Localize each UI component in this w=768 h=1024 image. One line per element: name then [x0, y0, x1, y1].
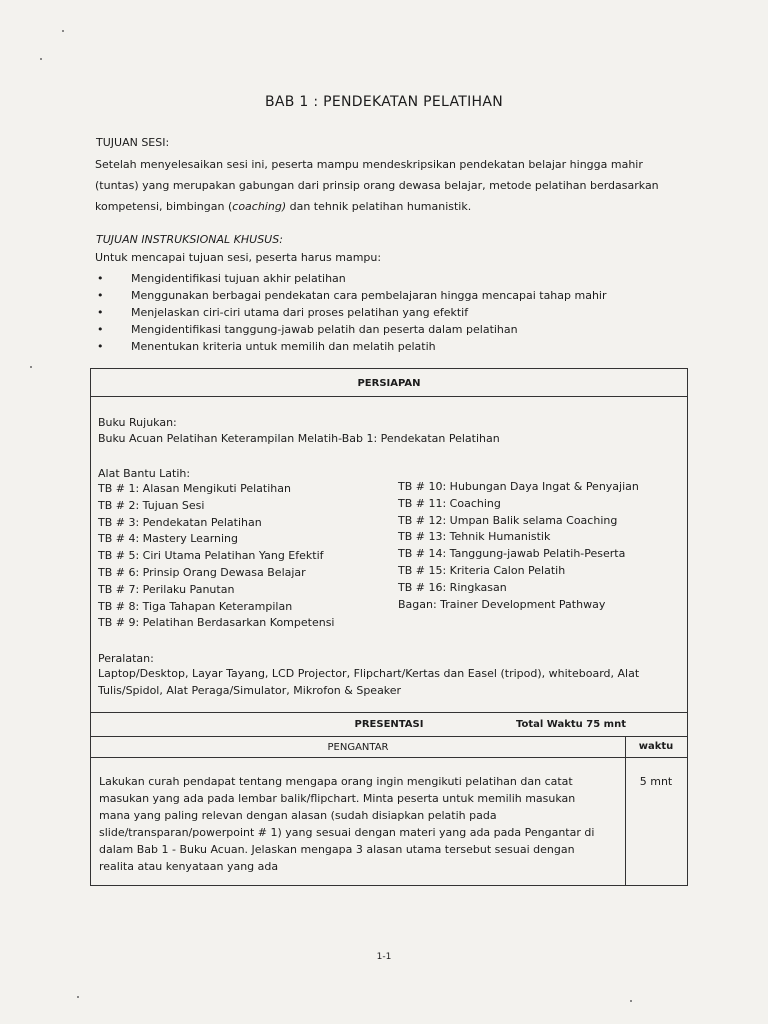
pengantar-body: Lakukan curah pendapat tentang mengapa orang ingin mengikuti pelatihan dan catat masukan yang ada pada lembar balik/flipchart. Minta peserta untuk memilih masukan mana yang paling relevan dengan alasan (sudah disiapkan pelatih pada slide/transparan/powerpoint # 1) yang sesuai dengan materi yang ada pada Pengantar di dalam Bab 1 - Buku Acuan. Jelaskan mengapa 3 alasan utama tersebut sesuai dengan realita atau kenyataan yang ada [99, 775, 595, 873]
bullet-icon: • [97, 323, 104, 336]
tik-intro: Untuk mencapai tujuan sesi, peserta harus mampu: [95, 251, 382, 264]
list-item: • Mengidentifikasi tujuan akhir pelatihan [97, 272, 346, 285]
scan-speck [630, 1000, 632, 1002]
bullet-icon: • [97, 306, 104, 319]
list-item: TB # 7: Perilaku Panutan [98, 582, 235, 596]
lesson-plan-table [90, 368, 688, 886]
list-item: TB # 3: Pendekatan Pelatihan [98, 515, 262, 529]
list-item: TB # 15: Kriteria Calon Pelatih [398, 563, 566, 577]
tik-label: TUJUAN INSTRUKSIONAL KHUSUS: [96, 233, 283, 246]
list-item: TB # 14: Tanggung-jawab Pelatih-Peserta [398, 547, 626, 561]
page-number: 1-1 [376, 952, 392, 962]
buku-rujukan-value: Buku Acuan Pelatihan Keterampilan Melatih-Bab 1: Pendekatan Pelatihan [98, 432, 500, 445]
list-item: TB # 10: Hubungan Daya Ingat & Penyajian [398, 480, 639, 493]
list-item: TB # 2: Tujuan Sesi [98, 498, 205, 512]
list-item: TB # 6: Prinsip Orang Dewasa Belajar [98, 565, 306, 579]
list-item: TB # 1: Alasan Mengikuti Pelatihan [98, 482, 291, 495]
list-item: TB # 5: Ciri Utama Pelatihan Yang Efektif [98, 549, 324, 563]
list-item: • Mengidentifikasi tanggung-jawab pelatih dan peserta dalam pelatihan [97, 323, 518, 336]
divider [91, 757, 687, 758]
total-waktu: Total Waktu 75 mnt [516, 719, 626, 730]
divider [91, 736, 687, 737]
tujuan-sesi-line [95, 196, 685, 217]
tujuan-sesi-line: Setelah menyelesaikan sesi ini, peserta mampu mendeskripsikan pendekatan belajar hingga mahir [95, 158, 643, 171]
waktu-value: 5 mnt [639, 775, 673, 788]
list-item: TB # 12: Umpan Balik selama Coaching [398, 513, 618, 527]
column-divider [625, 736, 626, 885]
tujuan-sesi-label: TUJUAN SESI: [96, 136, 170, 149]
tujuan-sesi-line3-pre: kompetensi, bimbingan ( [95, 200, 233, 213]
list-item: TB # 16: Ringkasan [398, 580, 507, 594]
divider [91, 396, 687, 397]
scan-speck [62, 30, 64, 32]
scan-speck [77, 996, 79, 998]
list-item: TB # 4: Mastery Learning [98, 532, 239, 546]
tujuan-sesi-line: (tuntas) yang merupakan gabungan dari prinsip orang dewasa belajar, metode pelatihan berdasarkan [95, 179, 659, 192]
presentasi-header: PRESENTASI [354, 719, 424, 730]
tb-list-right [398, 479, 639, 613]
tik-list [95, 270, 695, 355]
tujuan-sesi-line3-italic: coaching) [232, 200, 287, 213]
list-item: TB # 11: Coaching [398, 496, 501, 510]
divider [91, 712, 687, 713]
chapter-title: BAB 1 : PENDEKATAN PELATIHAN [264, 94, 504, 110]
persiapan-header: PERSIAPAN [357, 378, 421, 389]
list-item: TB # 9: Pelatihan Berdasarkan Kompetensi [98, 616, 335, 630]
scan-speck [30, 366, 32, 368]
list-item: TB # 13: Tehnik Humanistik [398, 530, 551, 544]
tb-list-left [98, 481, 334, 632]
tujuan-sesi-line3-post: dan tehnik pelatihan humanistik. [286, 200, 472, 213]
list-item: TB # 8: Tiga Tahapan Keterampilan [98, 599, 293, 613]
peralatan-label: Peralatan: [98, 652, 154, 665]
bullet-icon: • [97, 272, 104, 285]
bullet-icon: • [97, 289, 104, 302]
list-item: • Menentukan kriteria untuk memilih dan melatih pelatih [97, 340, 436, 353]
scan-speck [40, 58, 42, 60]
alat-bantu-label: Alat Bantu Latih: [98, 467, 191, 480]
list-item: • Menggunakan berbagai pendekatan cara pembelajaran hingga mencapai tahap mahir [97, 289, 607, 302]
buku-rujukan-label: Buku Rujukan: [98, 416, 177, 429]
peralatan-value: Laptop/Desktop, Layar Tayang, LCD Projector, Flipchart/Kertas dan Easel (tripod), whiteboard, Alat Tulis/Spidol, Alat Peraga/Simulator, Mikrofon & Speaker [98, 667, 640, 697]
waktu-header: waktu [638, 741, 674, 752]
pengantar-header: PENGANTAR [327, 742, 389, 753]
tujuan-sesi-paragraph [95, 154, 685, 217]
bullet-icon: • [97, 340, 104, 353]
list-item: Bagan: Trainer Development Pathway [398, 597, 606, 611]
list-item: • Menjelaskan ciri-ciri utama dari proses pelatihan yang efektif [97, 306, 469, 319]
